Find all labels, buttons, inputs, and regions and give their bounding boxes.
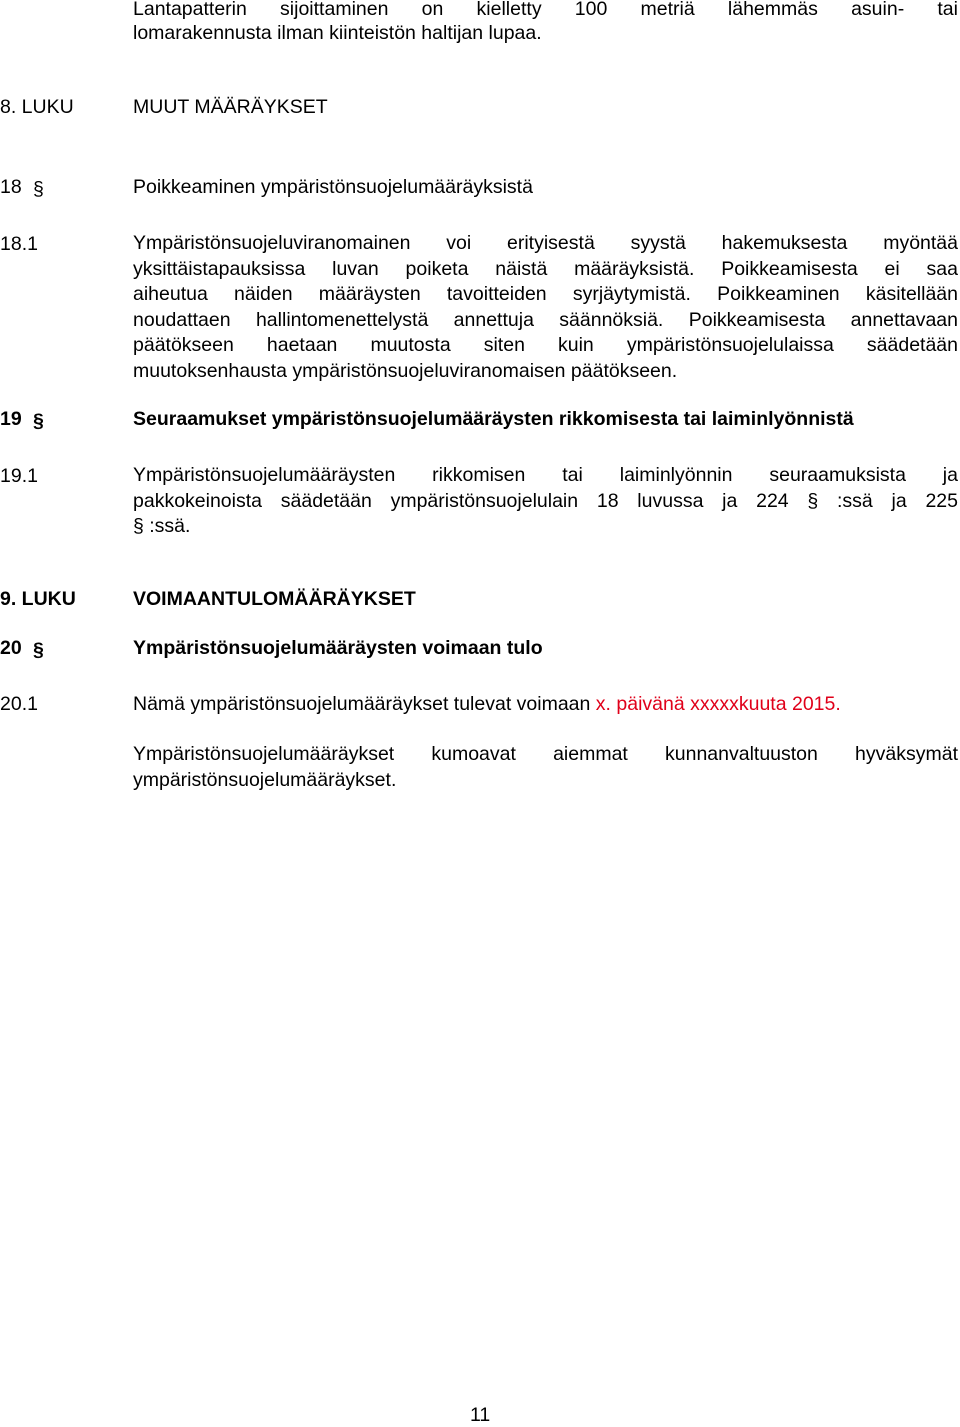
para-19-1-line: Ympäristönsuojelumääräysten rikkomisen tai laiminlyönnin seuraamuksista ja (133, 464, 958, 486)
para-20-1-date-placeholder: x. päivänä xxxxxkuuta 2015. (595, 693, 841, 715)
para-18-1-number: 18.1 (0, 233, 38, 255)
para-19-1-number: 19.1 (0, 465, 38, 487)
para-20-2-line: ympäristönsuojelumääräykset. (133, 768, 397, 791)
para-20-2-text (133, 742, 958, 793)
section-20-number: 20 (0, 637, 22, 659)
intro-line-1: Lantapatterin sijoittaminen on kielletty 100 metriä lähemmäs asuin- tai (133, 0, 958, 20)
para-18-1-line: yksittäistapauksissa luvan poiketa näistä määräyksistä. Poikkeamisesta ei saa (133, 257, 958, 280)
intro-line-2: lomarakennusta ilman kiinteistön haltijan lupaa. (133, 22, 542, 44)
para-18-1-line: päätökseen haetaan muutosta siten kuin ympäristönsuojelulaissa säädetään (133, 334, 958, 356)
para-20-2-line: Ympäristönsuojelumääräykset kumoavat aiemmat kunnanvaltuuston hyväksymät (133, 743, 958, 765)
chapter-9-title: VOIMAANTULOMÄÄRÄYKSET (133, 588, 416, 610)
section-20-symbol: § (33, 639, 44, 661)
para-20-1-number: 20.1 (0, 693, 38, 715)
chapter-9-number: 9. LUKU (0, 588, 76, 610)
page-number: 11 (470, 1404, 491, 1426)
section-19-title: Seuraamukset ympäristönsuojelumääräysten rikkomisesta tai laiminlyönnistä (133, 408, 854, 430)
para-19-1-line: pakkokeinoista säädetään ympäristönsuojelulain 18 luvussa ja 224 § :ssä ja 225 (133, 489, 958, 512)
para-18-1-line: aiheutua näiden määräysten tavoitteiden syrjäytymistä. Poikkeaminen käsitellään (133, 283, 958, 305)
para-20-1-text (133, 692, 841, 716)
para-18-1-text (133, 231, 958, 384)
para-18-1-line: Ympäristönsuojeluviranomainen voi erityisestä syystä hakemuksesta myöntää (133, 232, 958, 254)
para-19-1-line: § :ssä. (133, 515, 191, 537)
para-19-1-text (133, 463, 958, 540)
chapter-8-number: 8. LUKU (0, 96, 74, 118)
para-18-1-line: muutoksenhausta ympäristönsuojeluviranomaisen päätökseen. (133, 359, 678, 382)
section-18-title: Poikkeaminen ympäristönsuojelumääräyksistä (133, 176, 533, 198)
para-20-1-text-main: Nämä ympäristönsuojelumääräykset tulevat voimaan (133, 693, 591, 715)
para-18-1-line: noudattaen hallintomenettelystä annettuja säännöksiä. Poikkeamisesta annettavaan (133, 308, 958, 331)
section-19-symbol: § (33, 410, 44, 432)
section-18-number: 18 (0, 176, 22, 198)
chapter-8-title: MUUT MÄÄRÄYKSET (133, 96, 328, 118)
section-19-number: 19 (0, 408, 22, 430)
section-18-symbol: § (33, 178, 44, 200)
section-20-title: Ympäristönsuojelumääräysten voimaan tulo (133, 637, 543, 659)
